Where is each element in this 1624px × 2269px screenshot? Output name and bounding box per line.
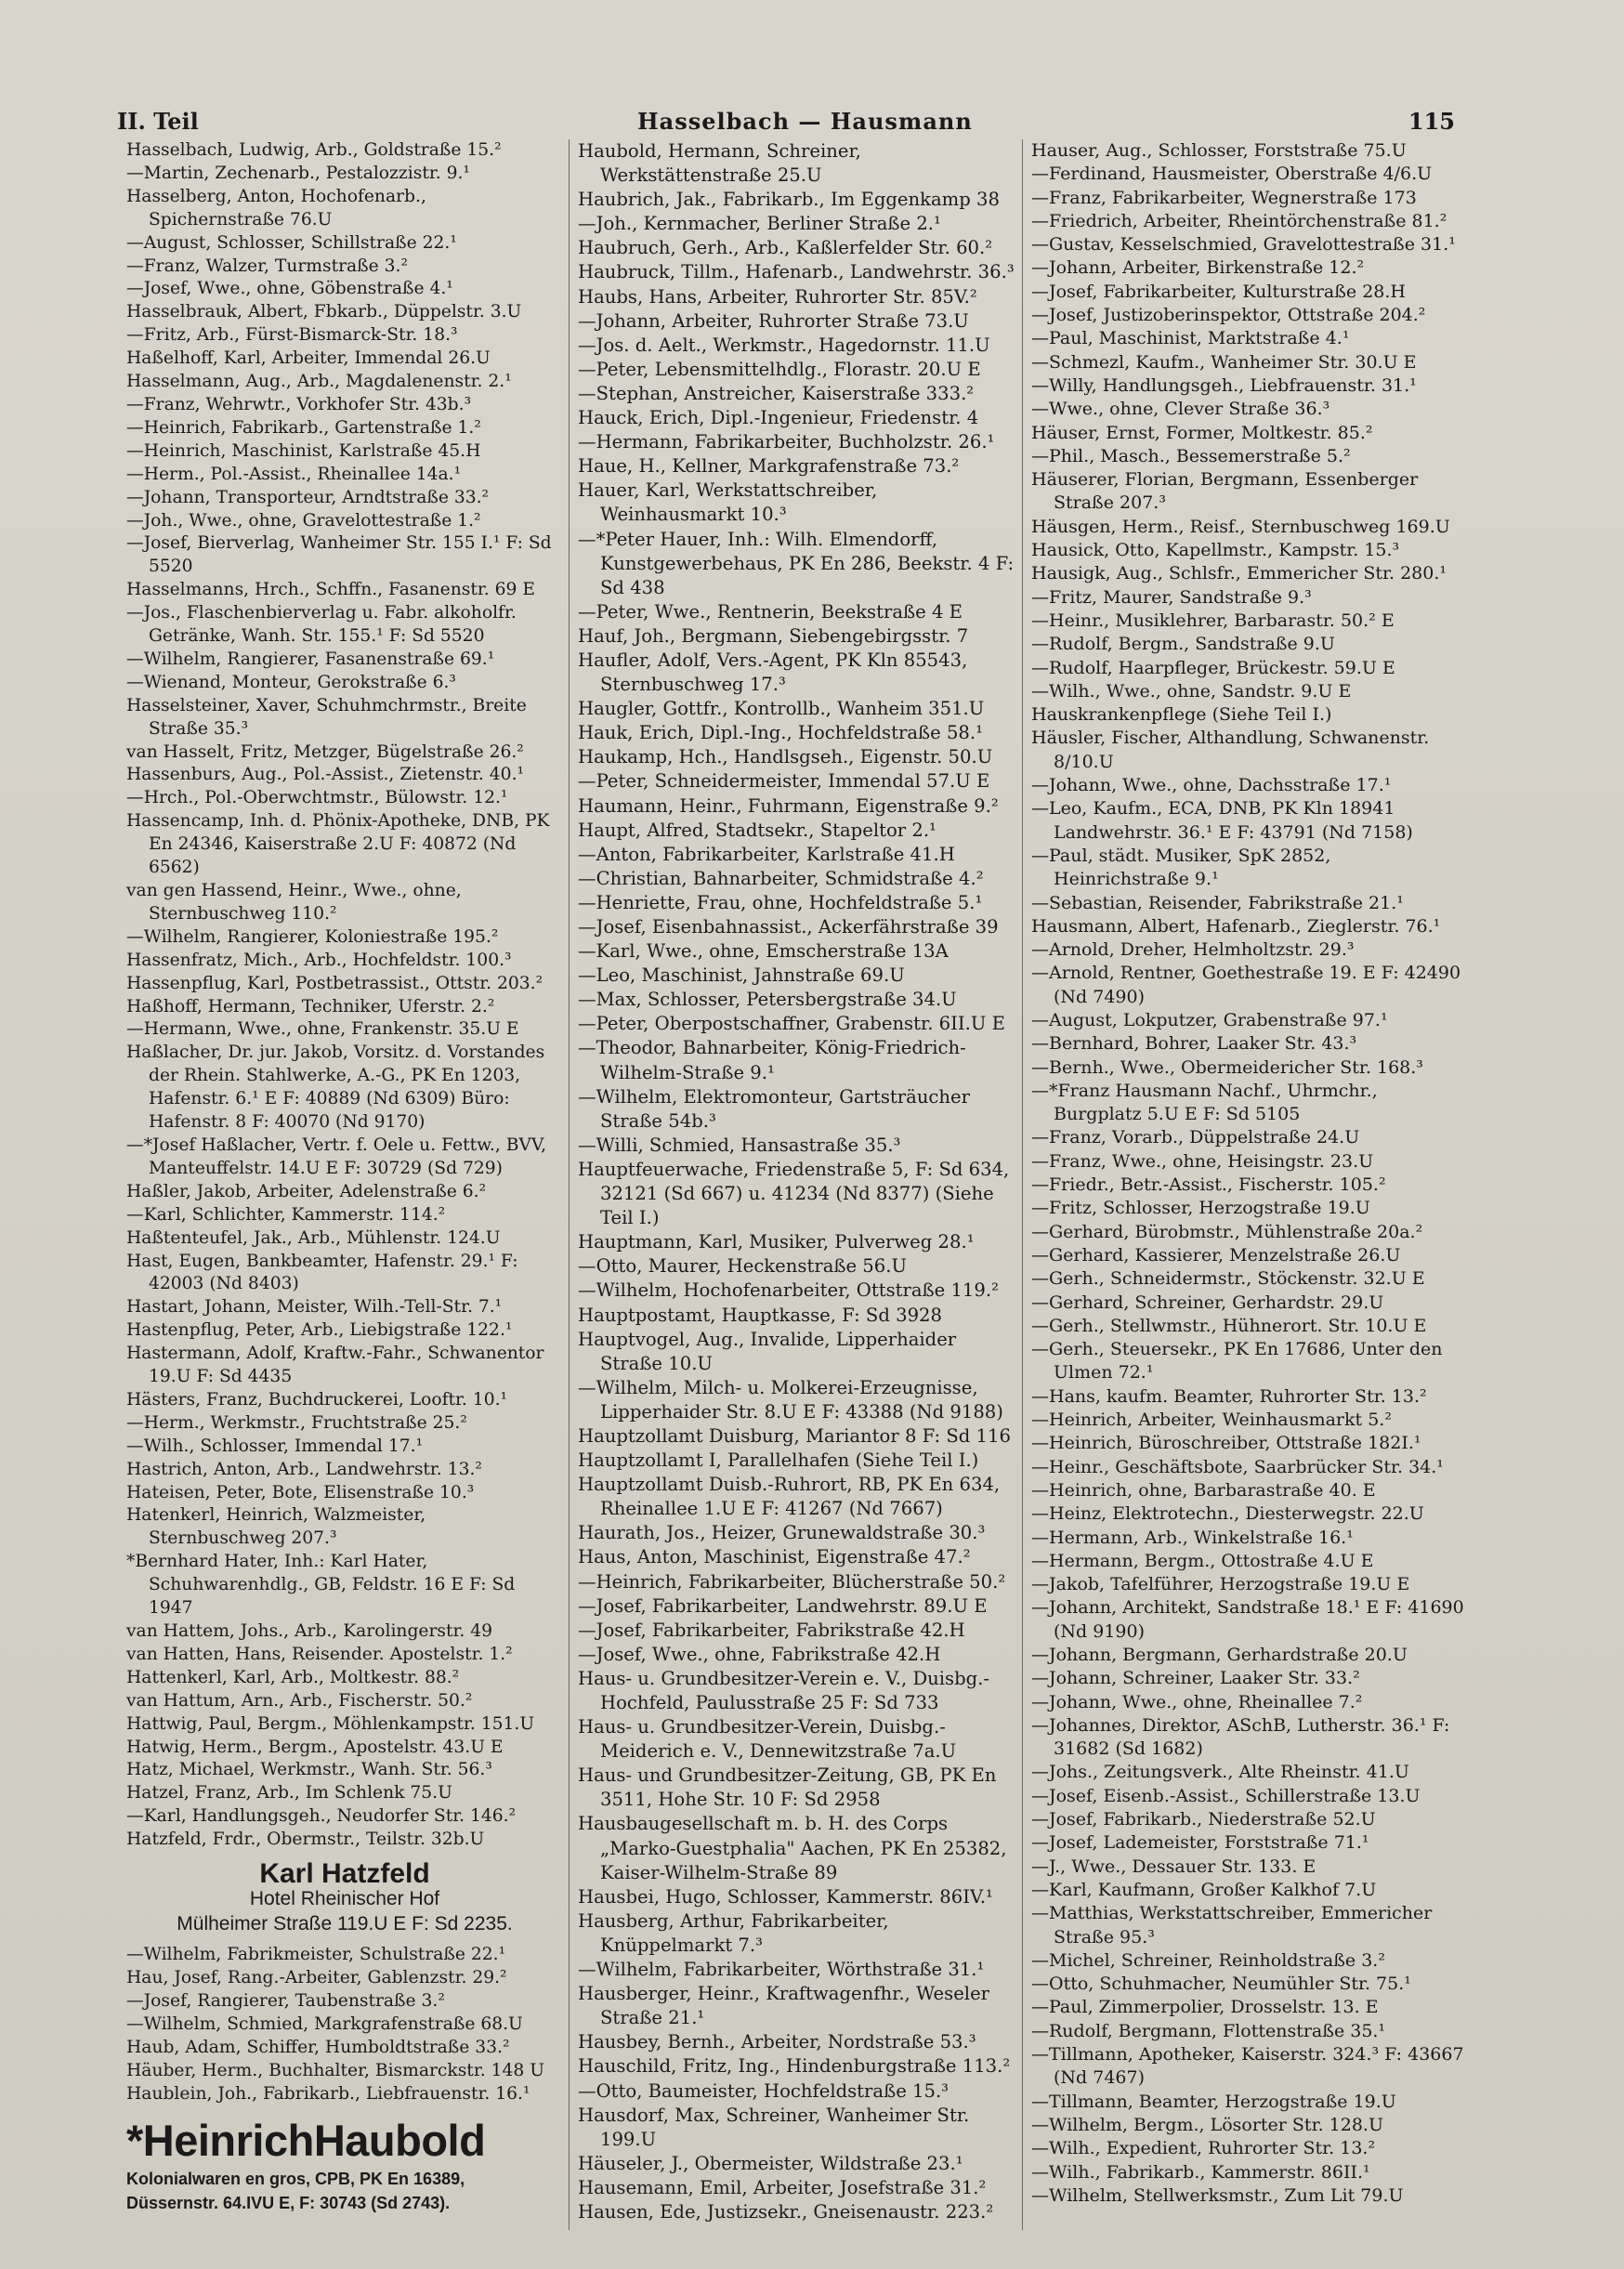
directory-entry: —Heinrich, Fabrikarb., Gartenstraße 1.² — [126, 417, 481, 438]
directory-entry: —Heinrich, ohne, Barbarastraße 40. E — [1031, 1479, 1376, 1501]
directory-entry: —Fritz, Arb., Fürst-Bismarck-Str. 18.³ — [126, 325, 458, 346]
directory-entry: —Wilhelm, Hochofenarbeiter, Ottstraße 119.² — [578, 1279, 999, 1302]
directory-entry: Hasselmann, Aug., Arb., Magdalenenstr. 2.¹ — [126, 372, 512, 392]
directory-entry: Haßtenteufel, Jak., Arb., Mühlenstr. 124.U — [126, 1227, 501, 1248]
directory-entry: Hauptfeuerwache, Friedenstraße 5, F: Sd 634, 32121 (Sd 667) u. 41234 (Nd 8377) (Siehe Teil I.) — [578, 1158, 1010, 1229]
directory-entry: —Matthias, Werkstattschreiber, Emmericher Straße 95.³ — [1031, 1903, 1433, 1948]
directory-entry: —Stephan, Anstreicher, Kaiserstraße 333.² — [578, 382, 975, 404]
directory-entry: —Fritz, Maurer, Sandstraße 9.³ — [1031, 586, 1312, 608]
directory-entry: —Josef, Wwe., ohne, Göbenstraße 4.¹ — [126, 279, 453, 299]
page-number: 115 — [1408, 108, 1455, 135]
directory-entry: van Hasselt, Fritz, Metzger, Bügelstraße 26.² — [126, 741, 524, 762]
directory-entry: Haus- u. Grundbesitzer-Verein, Duisbg.-Meiderich e. V., Dennewitzstraße 7a.U — [578, 1716, 957, 1763]
directory-entry: —Willy, Handlungsgeh., Liebfrauenstr. 31.¹ — [1031, 374, 1417, 396]
directory-entry: Hassencamp, Inh. d. Phönix-Apotheke, DNB, PK En 24346, Kaiserstraße 2.U F: 40872 (Nd 6562) — [126, 811, 550, 878]
directory-entry: —Rudolf, Bergm., Sandstraße 9.U — [1031, 634, 1335, 655]
directory-entry: Häuserer, Florian, Bergmann, Essenberger Straße 207.³ — [1031, 469, 1419, 514]
directory-entry: Häuseler, J., Obermeister, Wildstraße 23.¹ — [578, 2152, 963, 2174]
directory-entry: —Wilh., Schlosser, Immendal 17.¹ — [126, 1436, 424, 1456]
directory-entry: —Bernhard, Bohrer, Laaker Str. 43.³ — [1031, 1033, 1357, 1055]
directory-entry: Haumann, Heinr., Fuhrmann, Eigenstraße 9.² — [578, 794, 999, 817]
directory-entry: —Otto, Schuhmacher, Neumühler Str. 75.¹ — [1031, 1974, 1411, 1995]
directory-entry: Hastart, Johann, Meister, Wilh.-Tell-Str. 7.¹ — [126, 1297, 503, 1318]
ad-haubold-line1: Kolonialwaren en gros, CPB, PK En 16389, — [126, 2170, 465, 2189]
directory-entry: —Gerh., Steuersekr., PK En 17686, Unter den Ulmen 72.¹ — [1031, 1339, 1443, 1384]
directory-entry: —Fritz, Schlosser, Herzogstraße 19.U — [1031, 1198, 1370, 1219]
directory-entry: Haubruck, Tillm., Hafenarb., Landwehrstr. 36.³ — [578, 261, 1015, 283]
directory-entry: —Heinr., Geschäftsbote, Saarbrücker Str. 34.¹ — [1031, 1456, 1444, 1477]
directory-entry: —Gerh., Stellwmstr., Hühnerort. Str. 10.U E — [1031, 1315, 1427, 1336]
directory-entry: Hausen, Ede, Justizsekr., Gneisenaustr. 223.² — [578, 2200, 994, 2223]
column-divider-1 — [569, 139, 570, 2230]
directory-entry: Hatz, Michael, Werkmstr., Wanh. Str. 56.³ — [126, 1760, 492, 1780]
directory-entry: Hausick, Otto, Kapellmstr., Kampstr. 15.³ — [1031, 540, 1400, 561]
directory-entry: —Friedr., Betr.-Assist., Fischerstr. 105.² — [1031, 1174, 1386, 1196]
directory-entry: —Peter, Schneidermeister, Immendal 57.U E — [578, 770, 990, 793]
directory-entry: Haßhoff, Hermann, Techniker, Uferstr. 2.² — [126, 996, 495, 1016]
directory-entry: —Franz, Wwe., ohne, Heisingstr. 23.U — [1031, 1150, 1374, 1172]
directory-entry: Hausdorf, Max, Schreiner, Wanheimer Str. 199.U — [578, 2104, 970, 2150]
directory-entry: —Hermann, Bergm., Ottostraße 4.U E — [1031, 1550, 1374, 1571]
directory-entry: Hauptpostamt, Hauptkasse, F: Sd 3928 — [578, 1304, 942, 1326]
directory-entry: Haus- u. Grundbesitzer-Verein e. V., Duisbg.-Hochfeld, Paulusstraße 25 F: Sd 733 — [578, 1667, 990, 1713]
header-section: II. Teil — [117, 108, 199, 135]
directory-entry: Hatenkerl, Heinrich, Walzmeister, Sternbuschweg 207.³ — [126, 1505, 426, 1549]
directory-entry: —Hermann, Wwe., ohne, Frankenstr. 35.U E — [126, 1019, 519, 1040]
directory-entry: Hasselbrauk, Albert, Fbkarb., Düppelstr. 3.U — [126, 302, 522, 322]
directory-entry: Hausberg, Arthur, Fabrikarbeiter, Knüppelmarkt 7.³ — [578, 1909, 889, 1956]
directory-entry: —Heinz, Elektrotechn., Diesterwegstr. 22.U — [1031, 1503, 1424, 1525]
directory-entry: —Max, Schlosser, Petersbergstraße 34.U — [578, 989, 957, 1011]
directory-entry: —Franz, Fabrikarbeiter, Wegnerstraße 173 — [1031, 187, 1417, 208]
directory-entry: —Heinrich, Maschinist, Karlstraße 45.H — [126, 440, 481, 461]
directory-entry: Hauf, Joh., Bergmann, Siebengebirgsstr. 7 — [578, 624, 969, 647]
directory-entry: —Paul, Maschinist, Marktstraße 4.¹ — [1031, 328, 1350, 349]
directory-entry: Hauptzollamt Duisb.-Ruhrort, RB, PK En 634, Rheinallee 1.U E F: 41267 (Nd 7667) — [578, 1474, 1001, 1520]
directory-entry: —Wilhelm, Elektromonteur, Gartsträucher Straße 54b.³ — [578, 1085, 970, 1132]
directory-entry: Hateisen, Peter, Bote, Elisenstraße 10.³ — [126, 1482, 475, 1502]
directory-entry: —Wilhelm, Fabrikmeister, Schulstraße 22.¹ — [126, 1945, 506, 1965]
directory-entry: Haubruch, Gerh., Arb., Kaßlerfelder Str. 60.² — [578, 237, 993, 259]
directory-entry: —Johann, Architekt, Sandstraße 18.¹ E F: 41690 (Nd 9190) — [1031, 1597, 1464, 1642]
directory-entry: Hatzel, Franz, Arb., Im Schlenk 75.U — [126, 1783, 452, 1803]
directory-entry: —Gerhard, Schreiner, Gerhardstr. 29.U — [1031, 1292, 1384, 1313]
directory-entry: —Wilhelm, Rangierer, Koloniestraße 195.² — [126, 926, 499, 947]
directory-entry: Haubold, Hermann, Schreiner, Werkstättenstraße 25.U — [578, 140, 861, 187]
directory-entry: —Leo, Maschinist, Jahnstraße 69.U — [578, 964, 905, 987]
directory-entry: —Johs., Zeitungsverk., Alte Rheinstr. 41.U — [1031, 1762, 1409, 1783]
directory-entry: Hausbaugesellschaft m. b. H. des Corps „Marko-Guestphalia" Aachen, PK En 25382, Kaiser-Wilhelm-Straße 89 — [578, 1813, 1007, 1883]
directory-entry: —Joh., Wwe., ohne, Gravelottestraße 1.² — [126, 510, 481, 531]
directory-entry: —Josef, Wwe., ohne, Fabrikstraße 42.H — [578, 1643, 941, 1665]
directory-entry: —Paul, Zimmerpolier, Drosselstr. 13. E — [1031, 1997, 1379, 2018]
column-3-entries — [1031, 139, 1468, 2208]
directory-entry: Hauptmann, Karl, Musiker, Pulverweg 28.¹ — [578, 1231, 975, 1253]
ad-haubold-name: *HeinrichHaubold — [126, 2116, 486, 2166]
directory-entry: Hastermann, Adolf, Kraftw.-Fahr., Schwanentor 19.U F: Sd 4435 — [126, 1344, 544, 1387]
directory-entry: van Hattum, Arn., Arb., Fischerstr. 50.² — [126, 1690, 473, 1711]
directory-entry: —Franz, Vorarb., Düppelstraße 24.U — [1031, 1127, 1360, 1148]
directory-entry: Häuser, Ernst, Former, Moltkestr. 85.² — [1031, 422, 1373, 443]
directory-entry: —Wilh., Fabrikarb., Kammerstr. 86II.¹ — [1031, 2161, 1370, 2183]
ad-karl-hatzfeld — [126, 1858, 563, 1936]
header-range: Hasselbach — Hausmann — [637, 108, 973, 135]
directory-entry: —Johann, Arbeiter, Birkenstraße 12.² — [1031, 257, 1365, 279]
directory-entry: —Herm., Pol.-Assist., Rheinallee 14a.¹ — [126, 464, 462, 484]
directory-entry: —Johann, Wwe., ohne, Rheinallee 7.² — [1031, 1691, 1363, 1712]
ad-hatzfeld-line1: Hotel Rheinischer Hof — [249, 1888, 440, 1910]
directory-entry: —Wilhelm, Milch- u. Molkerei-Erzeugnisse, Lipperhaider Str. 8.U E F: 43388 (Nd 9188) — [578, 1376, 1003, 1423]
directory-entry: —Jakob, Tafelführer, Herzogstraße 19.U E — [1031, 1574, 1410, 1595]
directory-entry: —*Franz Hausmann Nachf., Uhrmchr., Burgplatz 5.U E F: Sd 5105 — [1031, 1080, 1378, 1125]
directory-entry: —Hrch., Pol.-Oberwchtmstr., Bülowstr. 12.¹ — [126, 788, 508, 808]
directory-entry: —Bernh., Wwe., Obermeidericher Str. 168.³ — [1031, 1056, 1423, 1078]
directory-entry: —Hermann, Arb., Winkelstraße 16.¹ — [1031, 1527, 1354, 1548]
directory-entry: —Wilhelm, Fabrikarbeiter, Wörthstraße 31.¹ — [578, 1959, 985, 1981]
directory-entry: —Heinrich, Fabrikarbeiter, Blücherstraße 50.² — [578, 1570, 1006, 1593]
directory-entry: —Peter, Oberpostschaffner, Grabenstr. 6II.U E — [578, 1013, 1005, 1035]
directory-entry: Häusgen, Herm., Reisf., Sternbuschweg 169.U — [1031, 516, 1450, 537]
directory-entry: Hattwig, Paul, Bergm., Möhlenkampstr. 151.U — [126, 1713, 535, 1734]
directory-entry: —Gustav, Kesselschmied, Gravelottestraße 31.¹ — [1031, 234, 1456, 256]
directory-entry: —Christian, Bahnarbeiter, Schmidstraße 4.² — [578, 867, 984, 889]
directory-entry: Haufler, Adolf, Vers.-Agent, PK Kln 85543, Sternbuschweg 17.³ — [578, 649, 968, 696]
directory-entry: —Willi, Schmied, Hansastraße 35.³ — [578, 1134, 901, 1156]
directory-entry: Haus, Anton, Maschinist, Eigenstraße 47.² — [578, 1546, 971, 1568]
directory-entry: —Phil., Masch., Bessemerstraße 5.² — [1031, 445, 1351, 466]
directory-entry: Hasselberg, Anton, Hochofenarb., Spichernstraße 76.U — [126, 186, 426, 230]
directory-entry: Hauk, Erich, Dipl.-Ing., Hochfeldstraße 58.¹ — [578, 722, 983, 744]
directory-entry: —Johann, Wwe., ohne, Dachsstraße 17.¹ — [1031, 775, 1392, 796]
directory-entry: —Josef, Justizoberinspektor, Ottstraße 204.² — [1031, 305, 1426, 326]
directory-entry: —Johann, Arbeiter, Ruhrorter Straße 73.U — [578, 309, 969, 332]
directory-entry: Hastrich, Anton, Arb., Landwehrstr. 13.² — [126, 1459, 482, 1479]
directory-entry: —Gerhard, Bürobmstr., Mühlenstraße 20a.² — [1031, 1221, 1423, 1242]
directory-entry: van Hatten, Hans, Reisender. Apostelstr. 1.² — [126, 1644, 513, 1664]
directory-entry: —Arnold, Rentner, Goethestraße 19. E F: 42490 (Nd 7490) — [1031, 963, 1461, 1007]
directory-entry: —Franz, Walzer, Turmstraße 3.² — [126, 256, 408, 276]
directory-entry: —Ferdinand, Hausmeister, Oberstraße 4/6.U — [1031, 164, 1433, 185]
directory-entry: —Franz, Wehrwtr., Vorkhofer Str. 43b.³ — [126, 394, 472, 414]
directory-entry: —Wilhelm, Bergm., Lösorter Str. 128.U — [1031, 2114, 1383, 2135]
directory-entry: —Gerh., Schneidermstr., Stöckenstr. 32.U E — [1031, 1268, 1425, 1290]
directory-entry: Hauptzollamt Duisburg, Mariantor 8 F: Sd 116 — [578, 1424, 1011, 1447]
directory-entry: Hästers, Franz, Buchdruckerei, Looftr. 10.¹ — [126, 1389, 508, 1410]
column-1-entries — [126, 139, 563, 1852]
directory-entry: Häusler, Fischer, Althandlung, Schwanenstr. 8/10.U — [1031, 728, 1430, 772]
directory-entry: Hauer, Karl, Werkstattschreiber, Weinhausmarkt 10.³ — [578, 479, 878, 526]
directory-entry: —Hermann, Fabrikarbeiter, Buchholzstr. 26.¹ — [578, 431, 995, 453]
directory-entry: —Wilhelm, Schmied, Markgrafenstraße 68.U — [126, 2013, 523, 2034]
directory-entry: Haus- und Grundbesitzer-Zeitung, GB, PK En 3511, Hohe Str. 10 F: Sd 2958 — [578, 1764, 997, 1811]
column-3 — [1031, 139, 1468, 2208]
directory-entry: Hauschild, Fritz, Ing., Hindenburgstraße 113.² — [578, 2055, 1011, 2078]
directory-entry: Hauck, Erich, Dipl.-Ingenieur, Friedenstr. 4 — [578, 407, 979, 429]
directory-entry: —August, Schlosser, Schillstraße 22.¹ — [126, 232, 457, 253]
directory-entry: —Arnold, Dreher, Helmholtzstr. 29.³ — [1031, 939, 1355, 961]
directory-entry: Hasselsteiner, Xaver, Schuhmchrmstr., Breite Straße 35.³ — [126, 695, 527, 739]
directory-entry: —Heinrich, Büroschreiber, Ottstraße 182I.¹ — [1031, 1433, 1421, 1454]
directory-entry: —Wwe., ohne, Clever Straße 36.³ — [1031, 399, 1330, 420]
directory-entry: Hauptzollamt I, Parallelhafen (Siehe Teil I.) — [578, 1449, 979, 1472]
directory-entry: Haukamp, Hch., Handlsgseh., Eigenstr. 50.U — [578, 746, 993, 768]
directory-entry: Hastenpflug, Peter, Arb., Liebigstraße 122.¹ — [126, 1320, 513, 1341]
directory-entry: —Tillmann, Beamter, Herzogstraße 19.U — [1031, 2091, 1396, 2112]
directory-entry: Hausberger, Heinr., Kraftwagenfhr., Weseler Straße 21.¹ — [578, 1983, 990, 2029]
directory-entry: —Johannes, Direktor, ASchB, Lutherstr. 36.¹ F: 31682 (Sd 1682) — [1031, 1714, 1450, 1760]
directory-entry: Hausmann, Albert, Hafenarb., Zieglerstr. 76.¹ — [1031, 915, 1441, 937]
directory-entry: —Josef, Lademeister, Forststraße 71.¹ — [1031, 1832, 1369, 1854]
directory-entry: *Bernhard Hater, Inh.: Karl Hater, Schuhwarenhdlg., GB, Feldstr. 16 E F: Sd 1947 — [126, 1552, 516, 1619]
directory-entry: Haßelhoff, Karl, Arbeiter, Immendal 26.U — [126, 348, 491, 369]
directory-entry: Hasselmanns, Hrch., Schffn., Fasanenstr. 69 E — [126, 580, 535, 600]
directory-entry: —Wilhelm, Rangierer, Fasanenstraße 69.¹ — [126, 649, 495, 669]
ad-heinrich-haubold — [126, 2115, 563, 2215]
directory-entry: —Josef, Fabrikarbeiter, Fabrikstraße 42.H — [578, 1619, 965, 1641]
directory-entry: —Peter, Wwe., Rentnerin, Beekstraße 4 E — [578, 600, 963, 623]
directory-entry: Haue, H., Kellner, Markgrafenstraße 73.² — [578, 455, 960, 478]
directory-entry: Haub, Adam, Schiffer, Humboldtstraße 33.² — [126, 2037, 510, 2057]
directory-entry: —Gerhard, Kassierer, Menzelstraße 26.U — [1031, 1244, 1401, 1266]
directory-entry: —Jos., Flaschenbierverlag u. Fabr. alkoholfr. Getränke, Wanh. Str. 155.¹ F: Sd 5520 — [126, 603, 517, 647]
directory-entry: —Schmezl, Kaufm., Wanheimer Str. 30.U E — [1031, 351, 1417, 373]
directory-entry: —Friedrich, Arbeiter, Rheintörchenstraße 81.² — [1031, 210, 1447, 231]
directory-entry: Hattenkerl, Karl, Arb., Moltkestr. 88.² — [126, 1667, 460, 1687]
directory-entry: —Karl, Kaufmann, Großer Kalkhof 7.U — [1031, 1879, 1377, 1900]
directory-entry: Haupt, Alfred, Stadtsekr., Stapeltor 2.¹ — [578, 819, 936, 841]
column-1-entries-b — [126, 1944, 563, 2105]
directory-entry: —Karl, Handlungsgeh., Neudorfer Str. 146.² — [126, 1806, 517, 1827]
directory-entry: —Heinr., Musiklehrer, Barbarastr. 50.² E — [1031, 610, 1395, 631]
directory-entry: —Peter, Lebensmittelhdlg., Florastr. 20.U E — [578, 358, 981, 380]
directory-entry: —Sebastian, Reisender, Fabrikstraße 21.¹ — [1031, 892, 1404, 913]
directory-entry: —Hans, kaufm. Beamter, Ruhrorter Str. 13.² — [1031, 1385, 1427, 1407]
directory-entry: Hauser, Aug., Schlosser, Forststraße 75.U — [1031, 140, 1407, 161]
directory-entry: —Johann, Schreiner, Laaker Str. 33.² — [1031, 1668, 1360, 1689]
directory-entry: Hatwig, Herm., Bergm., Apostelstr. 43.U E — [126, 1737, 504, 1757]
directory-entry: —Paul, städt. Musiker, SpK 2852, Heinrichstraße 9.¹ — [1031, 845, 1331, 890]
directory-entry: —Rudolf, Bergmann, Flottenstraße 35.¹ — [1031, 2020, 1386, 2041]
directory-entry: —Wilh., Expedient, Ruhrorter Str. 13.² — [1031, 2138, 1376, 2159]
directory-entry: —Wilh., Wwe., ohne, Sandstr. 9.U E — [1031, 680, 1352, 702]
directory-entry: —Wienand, Monteur, Gerokstraße 6.³ — [126, 672, 456, 692]
directory-entry: Hatzfeld, Frdr., Obermstr., Teilstr. 32b.U — [126, 1830, 485, 1850]
directory-entry: —Theodor, Bahnarbeiter, König-Friedrich-Wilhelm-Straße 9.¹ — [578, 1037, 966, 1083]
directory-entry: —Jos. d. Aelt., Werkmstr., Hagedornstr. 11.U — [578, 334, 990, 356]
directory-entry: —Josef, Fabrikarb., Niederstraße 52.U — [1031, 1809, 1376, 1830]
directory-entry: Hauptvogel, Aug., Invalide, Lipperhaider Straße 10.U — [578, 1328, 957, 1374]
ad-hatzfeld-name: Karl Hatzfeld — [259, 1858, 430, 1890]
directory-entry: Haubs, Hans, Arbeiter, Ruhrorter Str. 85V.² — [578, 285, 977, 308]
directory-entry: —Herm., Werkmstr., Fruchtstraße 25.² — [126, 1412, 467, 1433]
column-divider-2 — [1022, 139, 1023, 2230]
column-2 — [578, 139, 1015, 2224]
directory-entry: Haßlacher, Dr. jur. Jakob, Vorsitz. d. Vorstandes der Rhein. Stahlwerke, A.-G., PK En 1203, Hafenstr. 6.¹ E F: 40889 (Nd 6309) Büro: Hafenstr. 8 F: 40070 (Nd 9170) — [126, 1043, 545, 1133]
directory-entry: —Johann, Transporteur, Arndtstraße 33.² — [126, 487, 490, 507]
directory-entry: Hau, Josef, Rang.-Arbeiter, Gablenzstr. 29.² — [126, 1967, 507, 1987]
directory-entry: —Leo, Kaufm., ECA, DNB, PK Kln 18941 Landwehrstr. 36.¹ E F: 43791 (Nd 7158) — [1031, 798, 1413, 843]
directory-entry: —*Josef Haßlacher, Vertr. f. Oele u. Fettw., BVV, Manteuffelstr. 14.U E F: 30729 (Sd 729) — [126, 1134, 547, 1178]
directory-entry: Häuber, Herm., Buchhalter, Bismarckstr. 148 U — [126, 2060, 544, 2080]
directory-entry: —Joh., Kernmacher, Berliner Straße 2.¹ — [578, 213, 941, 235]
directory-entry: Hauskrankenpflege (Siehe Teil I.) — [1031, 704, 1332, 726]
directory-entry: —*Peter Hauer, Inh.: Wilh. Elmendorff, Kunstgewerbehaus, PK En 286, Beekstr. 4 F: Sd 438 — [578, 528, 1015, 598]
column-1 — [126, 139, 563, 2215]
directory-entry: —Heinrich, Arbeiter, Weinhausmarkt 5.² — [1031, 1410, 1392, 1431]
directory-entry: —Rudolf, Haarpfleger, Brückestr. 59.U E — [1031, 657, 1395, 678]
directory-entry: —Karl, Wwe., ohne, Emscherstraße 13A — [578, 940, 949, 963]
directory-entry: Haugler, Gottfr., Kontrollb., Wanheim 351.U — [578, 698, 985, 720]
ad-hatzfeld-line2: Mülheimer Straße 119.U E F: Sd 2235. — [177, 1913, 513, 1935]
directory-entry: —Josef, Eisenbahnassist., Ackerfährstraße 39 — [578, 916, 999, 938]
column-2-entries — [578, 139, 1015, 2224]
directory-entry: van gen Hassend, Heinr., Wwe., ohne, Sternbuschweg 110.² — [126, 881, 462, 924]
directory-entry: —J., Wwe., Dessauer Str. 133. E — [1031, 1856, 1316, 1877]
directory-entry: Hausemann, Emil, Arbeiter, Josefstraße 31.² — [578, 2176, 987, 2198]
directory-entry: Hausbei, Hugo, Schlosser, Kammerstr. 86IV.¹ — [578, 1885, 993, 1908]
directory-entry: —Martin, Zechenarb., Pestalozzistr. 9.¹ — [126, 163, 470, 183]
directory-entry: Hassenburs, Aug., Pol.-Assist., Zietenstr. 40.¹ — [126, 765, 524, 785]
directory-entry: —Karl, Schlichter, Kammerstr. 114.² — [126, 1204, 446, 1225]
directory-entry: —Josef, Eisenb.-Assist., Schillerstraße 13.U — [1031, 1785, 1421, 1806]
directory-entry: Haubrich, Jak., Fabrikarb., Im Eggenkamp 38 — [578, 189, 1000, 211]
directory-entry: Hausigk, Aug., Schlsfr., Emmericher Str. 280.¹ — [1031, 563, 1447, 584]
directory-entry: —Michel, Schreiner, Reinholdstraße 3.² — [1031, 1949, 1385, 1971]
directory-entry: —Otto, Maurer, Heckenstraße 56.U — [578, 1255, 907, 1278]
directory-entry: —Johann, Bergmann, Gerhardstraße 20.U — [1031, 1645, 1408, 1665]
directory-entry: —August, Lokputzer, Grabenstraße 97.¹ — [1031, 1009, 1388, 1030]
directory-entry: Hassenfratz, Mich., Arb., Hochfeldstr. 100.³ — [126, 950, 512, 970]
directory-entry: Hassenpflug, Karl, Postbetrassist., Ottstr. 203.² — [126, 973, 544, 993]
directory-entry: van Hattem, Johs., Arb., Karolingerstr. 49 — [126, 1621, 493, 1641]
directory-entry: —Otto, Baumeister, Hochfeldstraße 15.³ — [578, 2079, 950, 2102]
directory-entry: —Josef, Bierverlag, Wanheimer Str. 155 I.¹ F: Sd 5520 — [126, 533, 552, 577]
directory-entry: —Josef, Fabrikarbeiter, Kulturstraße 28.H — [1031, 281, 1406, 302]
ad-haubold-line2: Düssernstr. 64.IVU E, F: 30743 (Sd 2743). — [126, 2194, 451, 2213]
directory-entry: —Henriette, Frau, ohne, Hochfeldstraße 5.¹ — [578, 891, 983, 913]
page-header — [117, 104, 1455, 138]
directory-entry: —Josef, Rangierer, Taubenstraße 3.² — [126, 1990, 445, 2011]
directory-entry: —Tillmann, Apotheker, Kaiserstr. 324.³ F: 43667 (Nd 7467) — [1031, 2044, 1464, 2089]
directory-entry: Hasselbach, Ludwig, Arb., Goldstraße 15.² — [126, 140, 502, 160]
directory-entry: Hausbey, Bernh., Arbeiter, Nordstraße 53.³ — [578, 2031, 976, 2053]
directory-entry: Hast, Eugen, Bankbeamter, Hafenstr. 29.¹ F: 42003 (Nd 8403) — [126, 1251, 518, 1294]
directory-entry: —Josef, Fabrikarbeiter, Landwehrstr. 89.U E — [578, 1594, 988, 1617]
directory-entry: Haurath, Jos., Heizer, Grunewaldstraße 30.³ — [578, 1522, 986, 1544]
directory-entry: —Anton, Fabrikarbeiter, Karlstraße 41.H — [578, 843, 955, 865]
directory-entry: Haublein, Joh., Fabrikarb., Liebfrauenstr. 16.¹ — [126, 2083, 530, 2104]
directory-entry: —Wilhelm, Stellwerksmstr., Zum Lit 79.U — [1031, 2184, 1404, 2206]
directory-entry: Haßler, Jakob, Arbeiter, Adelenstraße 6.² — [126, 1181, 487, 1201]
